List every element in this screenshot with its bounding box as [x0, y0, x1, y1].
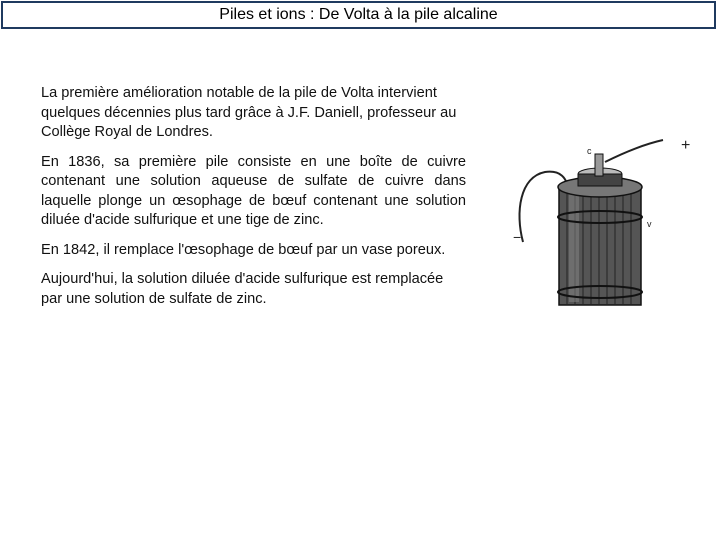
label-minus: −	[513, 229, 522, 245]
zinc-rod	[595, 154, 603, 176]
paragraph-1: La première amélioration notable de la pile de Volta intervient quelques décennies plus tard grâce à J.F. Daniell, professeur au Collège Royal de Londres.	[41, 85, 457, 140]
label-c: c	[587, 146, 592, 156]
slide-title-bar	[1, 1, 716, 29]
paragraph-3: En 1842, il remplace l'œsophage de bœuf par un vase poreux.	[41, 241, 446, 258]
paragraph-4: Aujourd'hui, la solution diluée d'acide sulfurique est remplacée par une solution de sulfate de zinc.	[41, 271, 444, 307]
daniell-cell-illustration	[505, 132, 705, 312]
slide-title: Piles et ions : De Volta à la pile alcaline	[219, 6, 498, 23]
paragraph-2: En 1836, sa première pile consiste en une boîte de cuivre contenant une solution aqueuse de sulfate de cuivre dans laquelle plonge un œsophage de bœuf contenant une solution diluée d'acide sulfurique et une tige de zinc.	[41, 153, 466, 228]
label-plus: +	[681, 137, 691, 154]
right-wire	[605, 140, 663, 162]
slide-body	[41, 84, 466, 319]
label-v: v	[647, 219, 652, 229]
